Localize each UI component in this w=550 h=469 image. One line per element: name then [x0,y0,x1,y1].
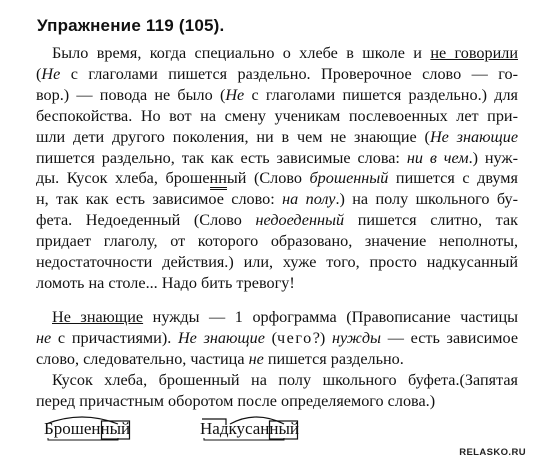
ending: ный [269,418,299,440]
text-line: Было время, когда специально о хлебе в школе и не говорили [52,44,518,62]
watermark: RELASKO.RU [459,447,526,458]
morpheme-parse-nadkusanny [200,418,299,440]
root-bracket-icon [44,418,160,442]
text-line: пишется раздельно, так как есть зависимые слова: ни в чем.) нуж- [36,148,518,167]
morpheme-parse-broshenny [44,418,130,440]
text-line: недостаточности действия.) или, хуже того, просто надкусанный [36,253,518,272]
text-line: перед причастным оборотом после определяемого слова.) [36,391,436,410]
text-line: шли дети другого поколения, ни в чем не знающие (Не знающие [36,127,518,146]
text-line: Кусок хлеба, брошенный на полу школьного буфета.(Запятая [52,371,518,389]
text-line: н, так как есть зависимое слово: на полу.) на полу школьного бу- [36,190,518,209]
exercise-title: Упражнение 119 (105). [37,16,225,35]
paragraph-2 [36,307,518,370]
ending: ный [101,418,131,440]
text-line: ломоть на столе... Надо бить тревогу! [36,273,295,292]
text-line: ды. Кусок хлеба, брошенный (Слово брошенный пишется с двумя [36,168,518,189]
stem: Надкусан [200,418,269,440]
text-line: придает глаголу, от которого образовано, значение неполноты, [36,232,518,251]
text-line: фета. Недоеденный (Слово недоеденный пишется слитно, так [36,211,518,230]
text-line: (Не с глаголами пишется раздельно. Проверочное слово — го- [36,64,518,83]
root-bracket-icon [200,418,330,442]
text-line: вор.) — повода не было (Не с глаголами пишется раздельно.) для [36,85,518,104]
text-line: Не знающие нужды — 1 орфограмма (Правописание частицы [52,308,519,326]
paragraph-1 [36,43,518,294]
text-line: не с причастиями). Не знающие (чего?) нужды — есть зависимое [36,328,519,347]
stem: Брошен [44,418,101,440]
paragraph-3 [36,370,518,412]
text-line: беспокойства. Но вот на смену ученикам послевоенных лет при- [36,106,518,125]
text-line: слово, следовательно, частица не пишется раздельно. [36,349,404,368]
